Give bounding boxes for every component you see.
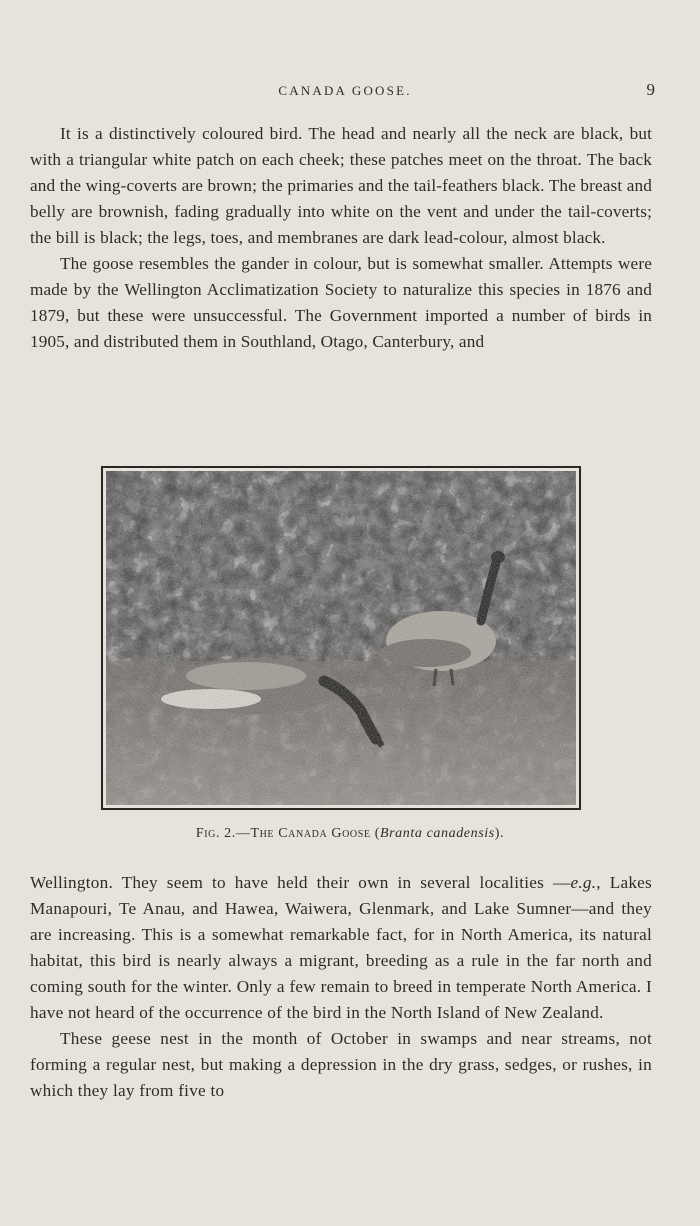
figure-photograph [101,466,581,810]
caption-label: Fig. 2.—The Canada Goose [195,826,371,841]
body-text-top [30,121,652,355]
paragraph-distribution-start: Wellington. They seem to have held their own in several localities — [30,873,571,892]
caption-species: Branta canadensis [379,826,495,841]
figure-caption [0,826,700,842]
running-head [0,80,700,102]
paragraph-distribution-rest: , Lakes Manapouri, Te Anau, and Hawea, Waiwera, Glenmark, and Lake Sumner—and they are increasing. This is a somewhat remarkable fact, for in North America, its natural habitat, this bird is nearly always a migrant, breeding as a rule in the far north and coming south for the winter. Only a few remain to breed in temperate North America. I have not heard of the occurrence of the bird in the North Island of New Zealand. [30,873,652,1022]
paragraph-acclimatization: The goose resembles the gander in colour, but is somewhat smaller. Attempts were made by the Wellington Acclimatization Society to naturalize this species in 1876 and 1879, but these were unsuccessful. The Government imported a number of birds in 1905, and distributed them in Southland, Otago, Canterbury, and [30,254,652,351]
caption-close: ). [494,826,505,841]
paragraph-distribution [30,870,652,1026]
caption-open: ( [370,826,380,841]
abbreviation-eg: e.g. [570,873,597,892]
paragraph-description: It is a distinctively coloured bird. The head and nearly all the neck are black, but with a triangular white patch on each cheek; these patches meet on the throat. The back and the wing-coverts are brown; the primaries and the tail-feathers black. The breast and belly are brownish, fading gradually into white on the vent and under the tail-coverts; the bill is black; the legs, toes, and membranes are dark lead-colour, almost black. [30,124,652,247]
canada-goose-photo [106,471,576,805]
running-title: CANADA GOOSE. [278,83,412,98]
page-number: 9 [646,80,655,99]
body-text-bottom [30,870,652,1104]
paragraph-nesting: These geese nest in the month of October in swamps and near streams, not forming a regular nest, but making a depression in the dry grass, sedges, or rushes, in which they lay from five to [30,1029,652,1100]
